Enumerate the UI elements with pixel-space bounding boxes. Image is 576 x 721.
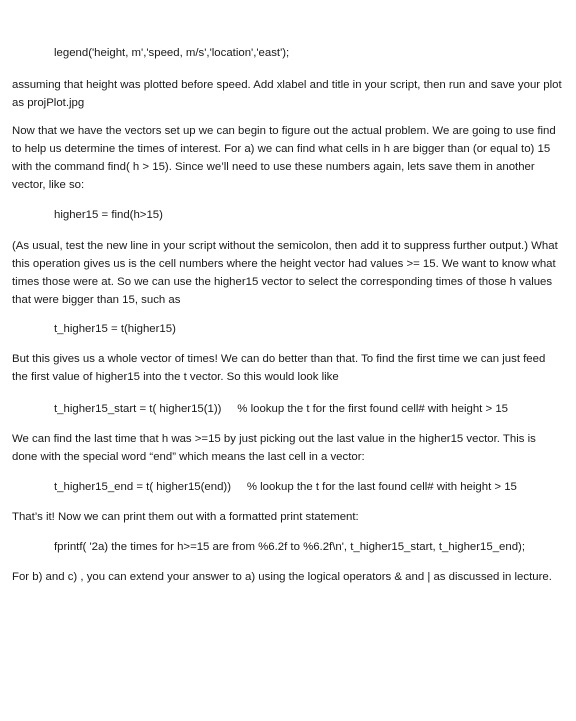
paragraph-test-line: (As usual, test the new line in your script without the semicolon, then add it to suppress further output.) What this operation gives us is the cell numbers where the height vector had values >= 15. We want to know what times those were at. So we can use the higher15 vector to select the corresponding times of those h values that were bigger than 15, such as — [12, 240, 558, 306]
paragraph-last-value: We can find the last time that h was >=15 by just picking out the last value in the higher15 vector. This is done with the special word “end” which means the last cell in a vector: — [12, 433, 536, 463]
code-t-higher15: t_higher15 = t(higher15) — [54, 323, 176, 335]
paragraph-whole-vector: But this gives us a whole vector of times! We can do better than that. To find the first time we can just feed the first value of higher15 into the t vector. So this would look like — [12, 353, 546, 383]
paragraph-find-explanation: Now that we have the vectors set up we can begin to figure out the actual problem. We are going to use find to help us determine the times of interest. For a) we can find what cells in h are bigger than (or equal to) 15 with the command find( h > 15). Since we’ll need to use these numbers again, lets save them in another vector, like so: — [12, 125, 556, 191]
paragraph-xlabel-instructions: assuming that height was plotted before speed. Add xlabel and title in your script, then run and save your plot as projPlot.jpg — [12, 79, 562, 109]
legend-code-line: legend('height, m','speed, m/s','location','east'); — [54, 47, 290, 59]
code-t-higher15-start: t_higher15_start = t( higher15(1)) % lookup the t for the first found cell# with height > 15 — [54, 403, 508, 415]
code-fprintf: fprintf( '2a) the times for h>=15 are from %6.2f to %6.2f\n', t_higher15_start, t_higher15_end); — [54, 541, 525, 553]
code-higher15: higher15 = find(h>15) — [54, 209, 163, 221]
paragraph-b-and-c: For b) and c) , you can extend your answer to a) using the logical operators & and | as discussed in lecture. — [12, 571, 552, 583]
code-t-higher15-end: t_higher15_end = t( higher15(end)) % lookup the t for the last found cell# with height > 15 — [54, 481, 517, 493]
paragraph-print-statement: That’s it! Now we can print them out with a formatted print statement: — [12, 511, 359, 523]
